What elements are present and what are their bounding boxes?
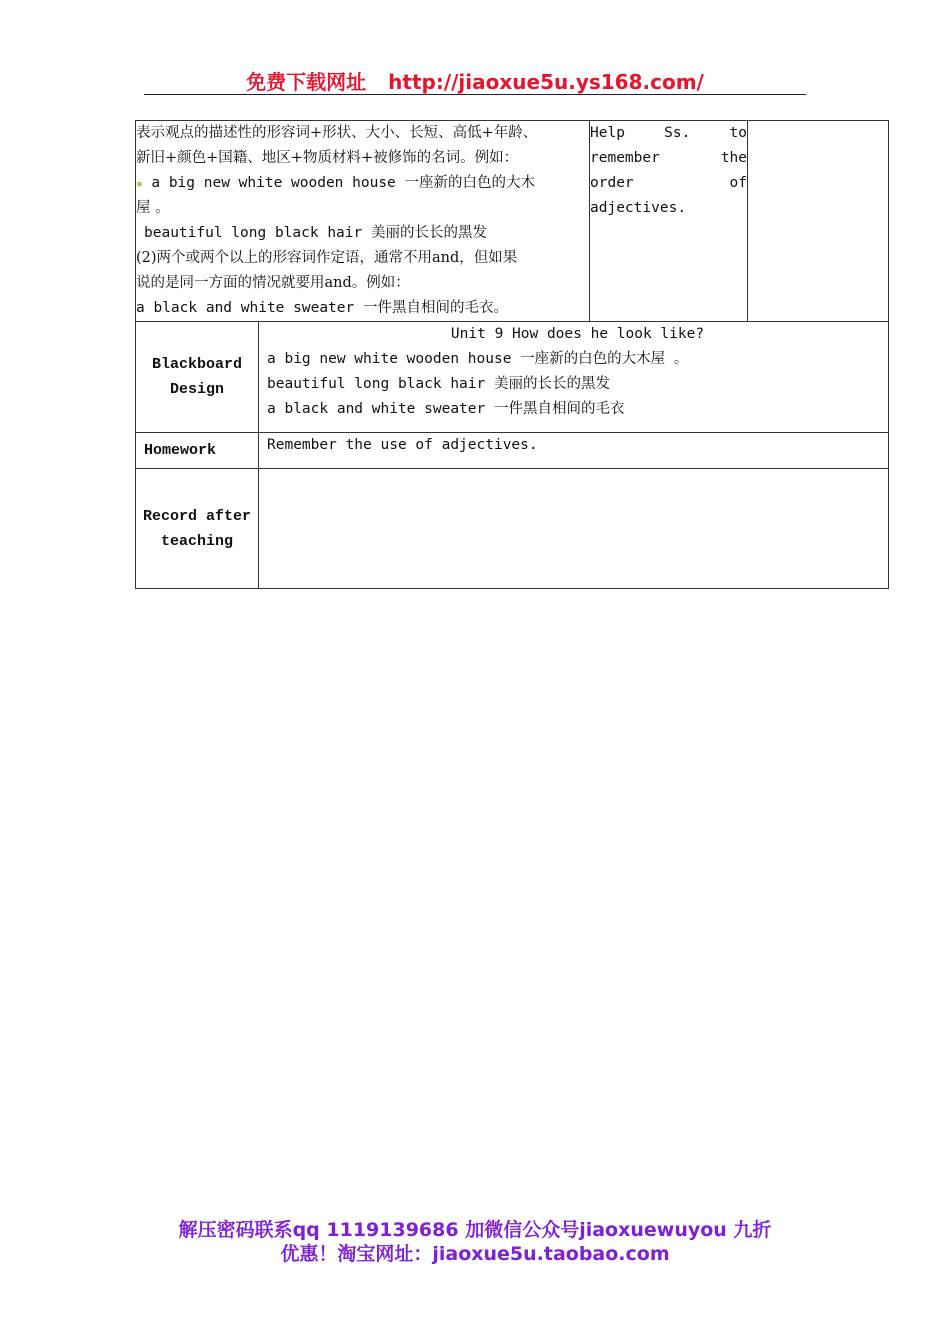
homework-row bbox=[136, 433, 889, 469]
grammar-line: 表示观点的描述性的形容词+形状、大小、长短、高低+年龄、 bbox=[136, 125, 538, 141]
blackboard-line: beautiful long black hair 美丽的长长的黑发 bbox=[267, 376, 610, 392]
grammar-line: 屋 。 bbox=[136, 200, 170, 216]
purpose-cell bbox=[590, 121, 748, 322]
record-label-cell bbox=[136, 469, 259, 589]
purpose-line: order of bbox=[590, 175, 748, 191]
blackboard-content-cell bbox=[259, 322, 889, 433]
blackboard-line: a black and white sweater 一件黑自相间的毛衣 bbox=[267, 401, 625, 417]
purpose-line: adjectives. bbox=[590, 200, 687, 216]
row-label: Blackboard bbox=[151, 356, 242, 373]
header-url-link[interactable]: http://jiaoxue5u.ys168.com/ bbox=[388, 70, 704, 94]
homework-label-cell: Homework bbox=[136, 433, 259, 469]
record-content-cell bbox=[259, 469, 889, 589]
row-label: Record after bbox=[142, 507, 252, 525]
grammar-example-line: ▪ a big new white wooden house 一座新的白色的大木 bbox=[136, 175, 536, 191]
blackboard-line: a big new white wooden house 一座新的白色的大木屋 。 bbox=[267, 351, 689, 367]
grammar-example-line: beautiful long black hair 美丽的长长的黑发 bbox=[144, 225, 487, 241]
page-footer bbox=[0, 1218, 950, 1266]
lesson-plan-table bbox=[135, 120, 889, 589]
record-row bbox=[136, 469, 889, 589]
grammar-line: 说的是同一方面的情况就要用and。例如： bbox=[136, 275, 410, 291]
row-label: Design bbox=[169, 381, 224, 398]
blackboard-label-cell bbox=[136, 322, 259, 433]
grammar-line: (2)两个或两个以上的形容词作定语，通常不用and，但如果 bbox=[136, 250, 518, 266]
grammar-row bbox=[136, 121, 889, 322]
empty-cell bbox=[748, 121, 889, 322]
grammar-line: 新旧+颜色+国籍、地区+物质材料+被修饰的名词。例如： bbox=[136, 150, 519, 166]
page-header bbox=[0, 66, 950, 95]
grammar-example-line: a black and white sweater 一件黑自相间的毛衣。 bbox=[136, 300, 508, 316]
footer-line: 优惠！淘宝网址：jiaoxue5u.taobao.com bbox=[280, 1243, 670, 1265]
grammar-content-cell bbox=[136, 121, 590, 322]
footer-line: 解压密码联系qq 1119139686 加微信公众号jiaoxuewuyou 九折 bbox=[178, 1219, 772, 1241]
header-rule bbox=[144, 94, 806, 95]
row-label: teaching bbox=[160, 532, 233, 550]
blackboard-title: Unit 9 How does he look like? bbox=[450, 326, 705, 342]
purpose-line: remember the bbox=[590, 150, 748, 166]
purpose-line: Help Ss. to bbox=[590, 125, 748, 141]
blackboard-row bbox=[136, 322, 889, 433]
header-label: 免费下载网址 bbox=[246, 70, 367, 94]
homework-text: Remember the use of adjectives. bbox=[259, 433, 889, 469]
